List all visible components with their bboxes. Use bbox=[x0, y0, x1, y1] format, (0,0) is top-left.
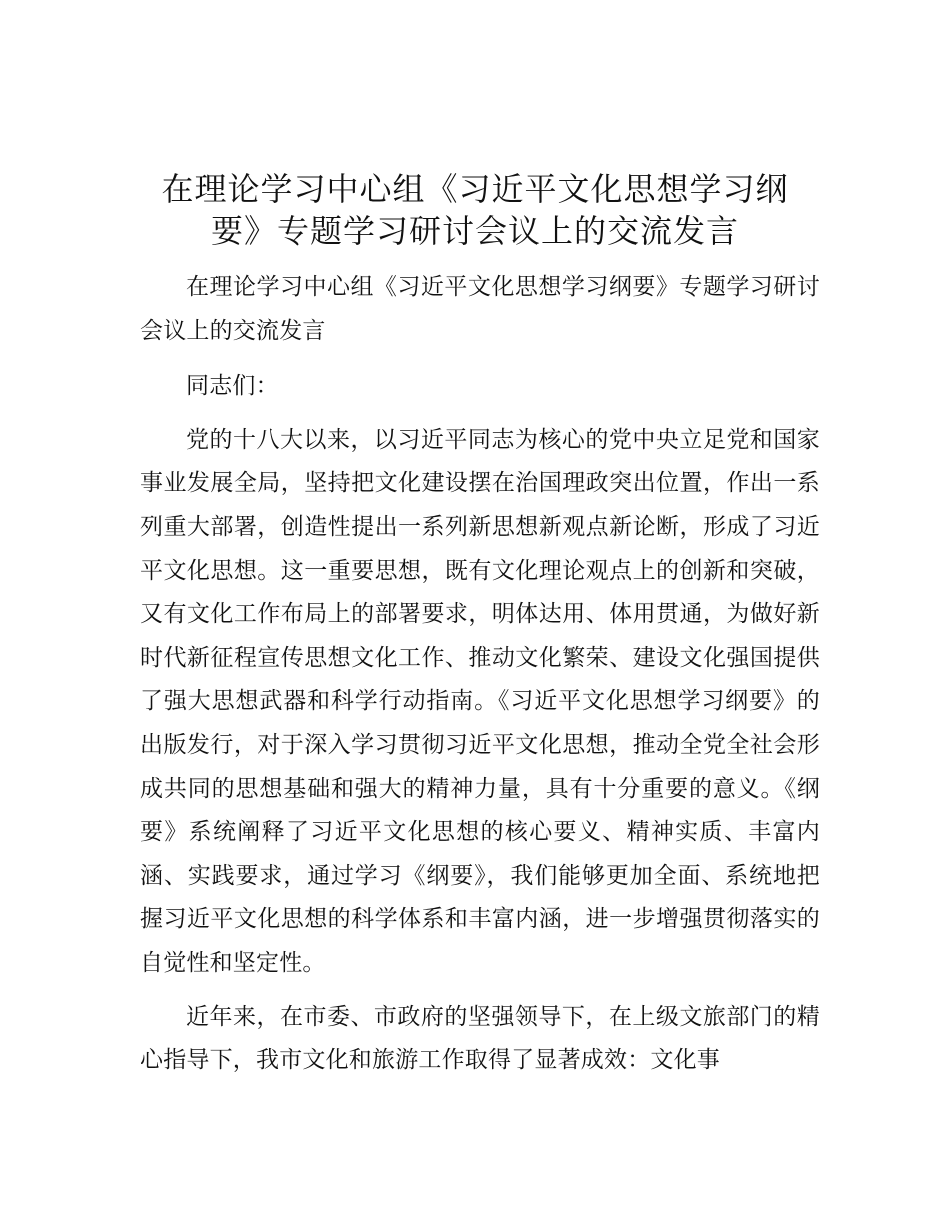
title-line-2: 要》专题学习研讨会议上的交流发言 bbox=[210, 212, 739, 250]
subtitle-paragraph: 在理论学习中心组《习近平文化思想学习纲要》专题学习研讨会议上的交流发言 bbox=[140, 274, 820, 344]
document-title bbox=[0, 168, 950, 252]
document-body bbox=[140, 266, 820, 1093]
body-paragraph: 近年来，在市委、市政府的坚强领导下，在上级文旅部门的精心指导下，我市文化和旅游工作取得了显著成效：文化事 bbox=[140, 1003, 820, 1074]
title-line-1: 在理论学习中心组《习近平文化思想学习纲 bbox=[161, 170, 789, 208]
salutation-paragraph: 同志们： bbox=[186, 373, 279, 400]
body-paragraph: 党的十八大以来，以习近平同志为核心的党中央立足党和国家事业发展全局，坚持把文化建设摆在治国理政突出位置，作出一系列重大部署，创造性提出一系列新思想新观点新论断，形成了习近平文化思想。这一重要思想，既有文化理论观点上的创新和突破，又有文化工作布局上的部署要求，明体达用、体用贯通，为做好新时代新征程宣传思想文化工作、推动文化繁荣、建设文化强国提供了强大思想武器和科学行动指南。《习近平文化思想学习纲要》的出版发行，对于深入学习贯彻习近平文化思想，推动全党全社会形成共同的思想基础和强大的精神力量，具有十分重要的意义。《纲要》系统阐释了习近平文化思想的核心要义、精神实质、丰富内涵、实践要求，通过学习《纲要》，我们能够更加全面、系统地把握习近平文化思想的科学体系和丰富内涵，进一步增强贯彻落实的自觉性和坚定性。 bbox=[140, 426, 820, 976]
